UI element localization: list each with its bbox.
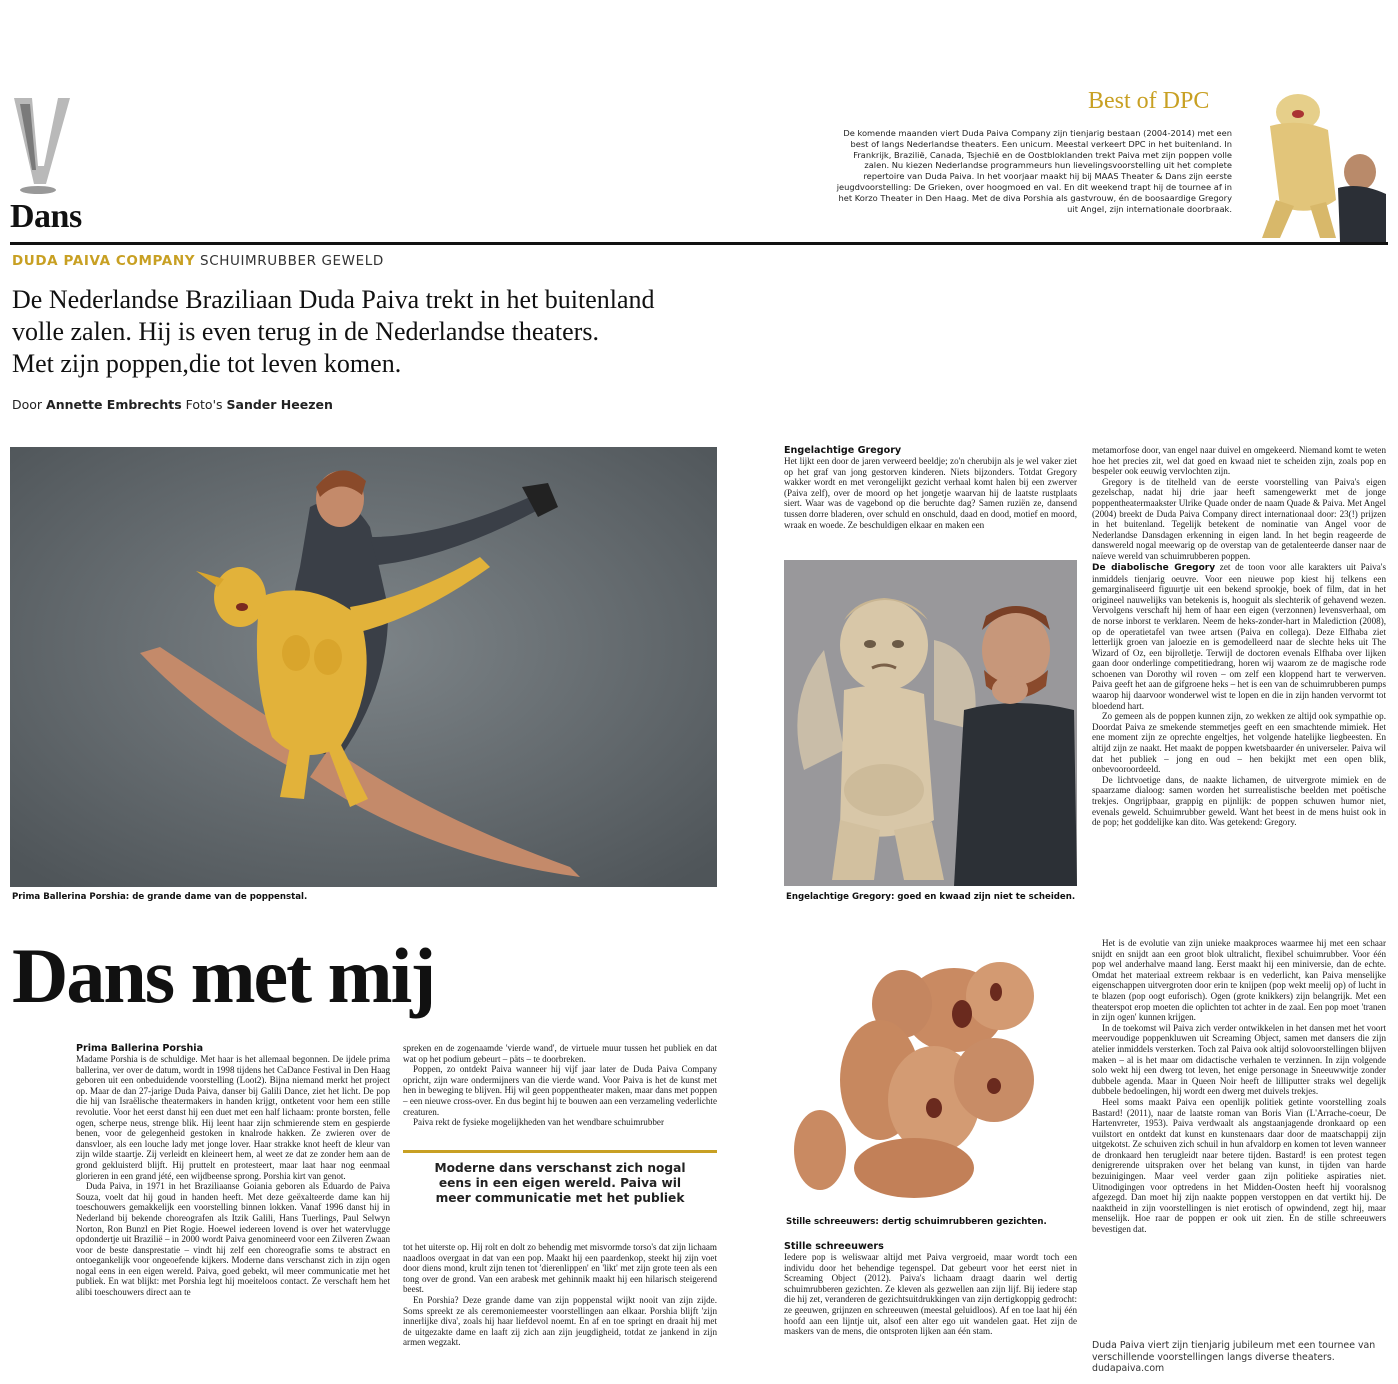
byline	[12, 397, 333, 412]
caption-gregory: Engelachtige Gregory: goed en kwaad zijn niet te scheiden.	[786, 892, 1076, 902]
byline-photographer: Sander Heezen	[226, 397, 333, 412]
col4-p7: In de toekomst wil Paiva zich verder ontwikkelen in het dansen met het voort meervoudige poppenkluwen uit Screaming Object, samen met dansers die zijn atelier inmiddels versterken. Toch zal Paiva ook altijd solovoorstellingen blijven maken – al is het maar om didactische verhalen te verzinnen. In zijn volgende solo wekt hij een dwerg tot leven, het enige personage in Sneeuwwitje zonder dubbele agenda. Maar in Queen Noir heeft de lilliputter straks wel degelijk dubbele bedoelingen, hij wordt een dwerg met duivels trekjes.	[1092, 1022, 1386, 1097]
kicker-topic: SCHUIMRUBBER GEWELD	[200, 253, 384, 269]
subhead-diabolische: De diabolische Gregory	[1092, 562, 1216, 573]
best-of-title: Best of DPC	[1088, 88, 1210, 114]
quote-rule	[403, 1150, 717, 1153]
subhead-porshia: Prima Ballerina Porshia	[76, 1043, 204, 1054]
intro-line-1: De Nederlandse Braziliaan Duda Paiva trekt in het buitenland	[12, 285, 655, 314]
col4-p3: zet de toon voor alle karakters uit Paiva's inmiddels tienjarig oeuvre. Voor een nieuwe pop kiest hij telkens een gemarginaliseerd figuurtje uit een bekend sprookje, boek of film, dat in het origineel nauwelijks van betekenis is, hooguit als slechterik of gehavend wezen. Vervolgens verschaft hij hem of haar een eigen (verzonnen) levensverhaal, om de norse inborst te verklaren. Neem de heks-zonder-hart in Malediction (2008), op de operatietafel van twee artsen (Paiva en collega). Deze Elfhaba ziet letterlijk groen van jaloezie en is gemodelleerd naar de slechte heks uit The Wizard of Oz, een bijrolletje. Terwijl de doctoren evenals Elfhaba over lijken gaan door onderlinge competitiedrang, horen wij waarom ze de magische rode schoenen van Dorothy wil roven – om zelf een kloppend hart te verwerven. Paiva geeft het aan de gifgroene heks – het is een van de schuimrubberen pumps waarop hij daarvoor wonderwel wist te lopen en die in zijn handen vervormt tot bloedend hart.	[1092, 561, 1386, 711]
col1-p1: Madame Porshia is de schuldige. Met haar is het allemaal begonnen. De ijdele prima ballerina, ver over de datum, wordt in 1998 tijdens het CaDance Festival in Den Haag geboren uit een onbeduidende voorstelling (Loot2). Bijna niemand merkt het project op. Maar de dan 27-jarige Duda Paiva, danser bij Galili Dance, ziet het licht. De pop die hij van Israëlische theatermakers in handen krijgt, ontketent voor hem een stille revolutie. Voor het eerst danst hij een duet met een half lichaam: pronte borsten, felle ogen, scherpe neus, strenge blik. Hij leent haar zijn schmierende stem en gespierde benen, voor de gelegenheid gestoken in knalrode hakken. Ze zwieren over de dansvloer, als een louche lady met jonge lover. Haar strakke knot heeft de kleur van zijn wilde staartje. Zij verleidt en kleineert hem, al weet ze dat ze zonder hem aan de grond gekluisterd blijft. Hij pruttelt en protesteert, maar laat haar nog eenmaal glorieren in een grand jété, een wijdbeense sprong. Porshia kirt van genot.	[76, 1054, 390, 1181]
col1	[76, 1043, 390, 1298]
intro-line-3: Met zijn poppen,die tot leven komen.	[12, 349, 402, 378]
caption-faces: Stille schreeuwers: dertig schuimrubberen gezichten.	[786, 1217, 1047, 1227]
intro	[12, 284, 655, 380]
header-rule	[10, 242, 1388, 245]
headline: Dans met mij	[12, 932, 435, 1019]
col3-p2: Iedere pop is weliswaar altijd met Paiva vergroeid, maar wordt toch een individu door het behendige tegenspel. Dat gebeurt voor het eerst niet in Screaming Object (2012). Paiva's lichaam draagt daarin wel dertig schuimrubberen gezichten. Ze kleven als gezwellen aan zijn lijf. Bij iedere stap die hij zet, veranderen de gezichtsuitdrukkingen van zijn dertigkoppig gedrocht: ze geeuwen, grijnzen en schreeuwen (meestal geluidloos). Af en toe laat hij één hoofd aan een lijntje uit, alsof een alter ego uit wandelen gaat. Het zijn de maskers van de mens, die ontsproten lijken aan één stam.	[784, 1252, 1077, 1337]
col4-p6: Het is de evolutie van zijn unieke maakproces waarmee hij met een schaar snijdt en snijdt aan een groot blok ultralicht, flexibel schuimrubber. Voor één pop wel anderhalve maand lang. Eerst maakt hij een miniversie, dan de echte. Omdat het materiaal extreem rekbaar is en vederlicht, kan Paiva menselijke eigenschappen uitvergroten door erin te knijpen (pop wekt meelij op) of lucht in te blazen (pop oogt euforisch). Ogen (grote knikkers) zijn belangrijk. Met een theaterspot erop moeten die oplichten tot achter in de zaal. Een pop moet 'tranen in zijn ogen' kunnen krijgen.	[1092, 938, 1386, 1023]
footer-note: Duda Paiva viert zijn tienjarig jubileum met een tournee van verschillende voorstellingen langs diverse theaters. dudapaiva.com	[1092, 1340, 1376, 1375]
col4-p4: Zo gemeen als de poppen kunnen zijn, zo wekken ze altijd ook sympathie op. Doordat Paiva ze smekende stemmetjes geeft en een smachtende mimiek. Het ene moment zijn ze oprechte engeltjes, het volgende hatelijke liegbeesten. En altijd zijn ze naakt. Het maakt de poppen kwetsbaarder én universeler. Paiva wil dat het publiek – jong en oud – hen bekijkt met een open blik, onbevooroordeeld.	[1092, 711, 1386, 775]
pull-quote: Moderne dans verschanst zich nogal eens in een eigen wereld. Paiva wil meer communicatie met het publiek	[434, 1161, 686, 1205]
subhead-stille: Stille schreeuwers	[784, 1241, 884, 1252]
col4-p2: Gregory is de titelheld van de eerste voorstelling van Paiva's eigen gezelschap, nadat hij drie jaar heeft samengewerkt met de jonge poppentheatermaakster Ulrike Quade onder de naam Quade & Paiva. Met Angel (2004) breekt de Duda Paiva Company direct internationaal door: 23(!) prijzen in het buitenland. Tegelijk betekent de nominatie van Angel voor de Nederlandse Dansdagen erkenning in eigen land. In het begin reageerde de danswereld nogal meewarig op de overstap van de getalenteerde danser naar de naïeve wereld van schuimrubberen poppen.	[1092, 476, 1386, 561]
col4-p5: De lichtvoetige dans, de naakte lichamen, de uitvergrote mimiek en de spaarzame dialoog: samen worden het surrealistische beelden met poëtische trekjes. Ongrijpbaar, grappig en pijnlijk: de poppen schuwen humor niet, evenals geweld. Schuimrubber geweld. Want het beest in de mens huist ook in de pop; het goddelijke kan dito. Was getekend: Gregory.	[1092, 774, 1386, 828]
kicker	[12, 253, 384, 269]
col2-bottom	[403, 1242, 717, 1348]
caption-main: Prima Ballerina Porshia: de grande dame van de poppenstal.	[12, 892, 308, 902]
col2-p3: Paiva rekt de fysieke mogelijkheden van het wendbare schuimrubber	[413, 1117, 665, 1128]
main-photo	[10, 447, 717, 887]
kicker-company: DUDA PAIVA COMPANY	[12, 253, 196, 269]
faces-photo	[784, 940, 1077, 1212]
col2-p4: tot het uiterste op. Hij rolt en dolt zo behendig met misvormde torso's dat zijn lichaam naadloos overgaat in dat van een pop. Maakt hij een paardenkop, steekt hij zijn voet door diens mond, krult zijn tenen tot 'dierenlippen' en 'likt' met zijn grote teen als een tong over de grond. Van een arabesk met gehinnik maakt hij een hilarisch steigerend beest.	[403, 1242, 717, 1295]
col4-top	[1092, 445, 1386, 828]
gregory-photo	[784, 560, 1077, 886]
col4-bottom	[1092, 938, 1386, 1235]
col4-p8: Heel soms maakt Paiva een openlijk politiek getinte voorstelling zoals Bastard! (2011), naar de laatste roman van Boris Vian (L'Arrache-coeur, De Hartenvreter, 1953). Paiva verdwaalt als angstaanjagende dronkaard op een vuilstort en ontdekt dat kunst en kunstenaars daar door de maatschappij zijn uitgekotst. Ze schuiven zich schuil in hun afvaldorp en komen tot leven wanneer de dronkaard hen terugleidt naar betere tijden. Bastard! is een protest tegen denigrerende uitspraken over het belang van kunst, in tijden van harde bezuinigingen. Maar veel verder gaan zijn politieke aspiraties niet. Uitnodigingen voor optredens in het Midden-Oosten heeft hij vooralsnog afgezegd. Dan moet hij zijn naakte poppen verstoppen en dat vertikt hij. De naaktheid in zijn voorstellingen is niet erotisch of opwindend, zegt hij, maar menselijk. Hoe raar de poppen er ook uit zien. En de stille schreeuwers bevestigen dat.	[1092, 1096, 1386, 1235]
intro-line-2: volle zalen. Hij is even terug in de Nederlandse theaters.	[12, 317, 599, 346]
col3-top	[784, 445, 1077, 530]
best-of-text: De komende maanden viert Duda Paiva Company zijn tienjarig bestaan (2004-2014) met een best of langs Nederlandse theaters. Een unicum. Meestal verkeert DPC in het buitenland. In Frankrijk, Brazilië, Canada, Tsjechië en de Oostbloklanden trekt Paiva met zijn poppen volle zalen. Nu kiezen Nederlandse programmeurs hun lievelingsvoorstelling uit het complete repertoire van Duda Paiva. In het voorjaar maakt hij bij MAAS Theater & Dans zijn eerste jeugdvoorstelling: De Grieken, over hoogmoed en val. En dit weekend trapt hij de tournee af in het Korzo Theater in Den Haag. Met de diva Porshia als gastvrouw, én de boosaardige Gregory uit Angel, zijn internationale doorbraak.	[836, 128, 1232, 214]
col4-p1: metamorfose door, van engel naar duivel en omgekeerd. Niemand komt te weten hoe het precies zit, wel dat goed en kwaad niet te scheiden zijn, zoals pop en bespeler ook eeuwig vervlochten zijn.	[1092, 445, 1386, 477]
byline-door-label: Door	[12, 397, 43, 412]
subhead-gregory: Engelachtige Gregory	[784, 445, 902, 456]
col3-p1: Het lijkt een door de jaren verweerd beeldje; zo'n cherubijn als je wel vaker ziet op het graf van jong gestorven kinderen. Niets bijzonders. Totdat Gregory wakker wordt en met verongelijkt gezicht verhaal komt halen bij een zwerver (Paiva zelf), over de moord op het jongetje waarvan hij de laatste rustplaats siert. Waar was de vagebond op die beruchte dag? Samen ruziën ze, dansend tussen dorre bladeren, over schuld en onschuld, daad en dood, motief en moord, wraak en woede. Ze beschuldigen elkaar en maken een	[784, 456, 1077, 530]
byline-author: Annette Embrechts	[46, 397, 182, 412]
col1-p2: Duda Paiva, in 1971 in het Braziliaanse Goiania geboren als Eduardo de Paiva Souza, voelt dat hij goud in handen heeft. Met deze geëxalteerde dame kan hij toeschouwers gemakkelijk een voorstelling binnen lokken. Vanaf 1996 danst hij in Nederland bij bekende choreografen als Itzik Galili, Hans Tuerlings, Paul Selwyn Norton, Ron Bunzl en Piet Rogie. Hoewel iedereen lovend is over het watervlugge opdondertje uit Brazilië – in 2000 wordt Paiva genomineerd voor een Zilveren Zwaan voor de beste dansprestatie – vindt hij zelf een choreografie soms te abstract en ontoegankelijk voor ongeoefende kijkers. Moderne dans verschanst zich in zijn ogen nogal eens in een eigen wereld. Paiva, goed gebekt, wil meer communicatie met het publiek. En wat blijkt: met Porshia legt hij moeiteloos contact. Ze verschaft hem het alibi toeschouwers direct aan te	[76, 1181, 390, 1298]
col2-p2: Poppen, zo ontdekt Paiva wanneer hij vijf jaar later de Duda Paiva Company opricht, zijn ware ondermijners van die vierde wand. Voor Paiva is het de kunst met hen in beweging te blijven. Hij wil geen poppentheater maken, maar dans met poppen – een nieuwe cross-over. En dus begint hij te bouwen aan een verzameling vederlichte creaturen.	[403, 1064, 717, 1117]
section-logo-icon	[12, 96, 74, 196]
col2-p1: spreken en de zogenaamde 'vierde wand', de virtuele muur tussen het publiek en dat wat op het podium gebeurt – päts – te doorbreken.	[403, 1043, 717, 1064]
col2-top	[403, 1043, 717, 1128]
byline-foto-label: Foto's	[185, 397, 223, 412]
col2-p5: En Porshia? Deze grande dame van zijn poppenstal wijkt nooit van zijn zijde. Soms spreekt ze als ceremoniemeester voorstellingen aan elkaar. Porshia blijft 'zijn innerlijke diva', zoals hij haar liefdevol noemt. En af en toe springt en draait hij met de uitgezakte dame en laaft zij zich aan zijn jeugdigheid, totdat ze jankend in zijn armen wegzakt.	[403, 1294, 717, 1348]
best-of-photo	[1240, 90, 1388, 242]
col3-bottom	[784, 1241, 1077, 1337]
section-label: Dans	[10, 198, 82, 235]
